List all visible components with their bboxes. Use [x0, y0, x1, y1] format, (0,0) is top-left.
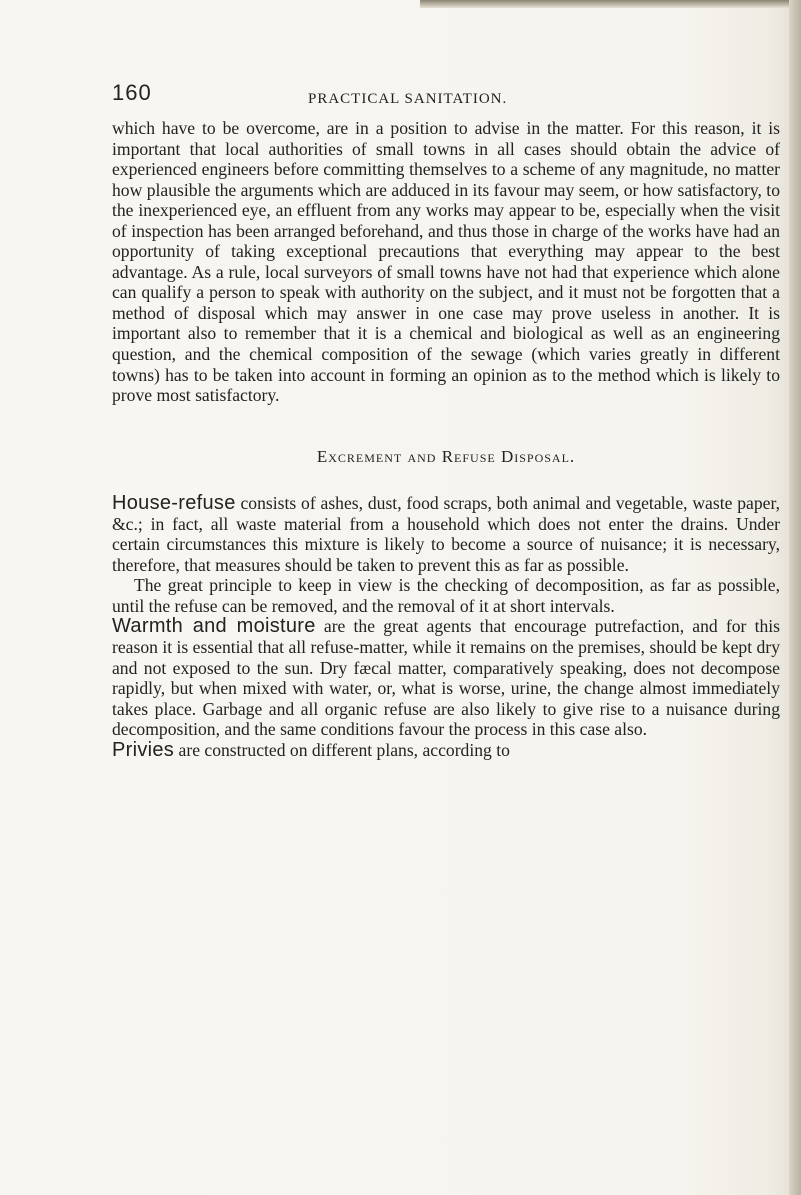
- paragraph-privies: [112, 740, 780, 761]
- keyword-warmth-moisture: Warmth and moisture: [112, 615, 316, 638]
- page-number: 160: [112, 80, 152, 105]
- paragraph-privies-text: are constructed on different plans, according to: [174, 739, 510, 760]
- paragraph-continued: which have to be overcome, are in a position to advise in the matter. For this reason, it is important that local authorities of small towns in all cases should obtain the advice of experienced engineers before committing themselves to a scheme of any magnitude, no matter how plausible the arguments which are adduced in its favour may seem, or how satisfactory, to the inexperienced eye, an effluent from any works may appear to be, especially when the visit of inspection has been arranged beforehand, and thus those in charge of the works have had an opportunity of taking exceptional precautions that everything may appear to the best advantage. As a rule, local surveyors of small towns have not had that experience which alone can qualify a person to speak with authority on the subject, and it must not be forgotten that a method of disposal which may answer in one case may prove useless in another. It is important also to remember that it is a chemical and biological as well as an engineering question, and the chemical composition of the sewage (which varies greatly in different towns) has to be taken into account in forming an opinion as to the method which is likely to prove most satisfactory.: [112, 118, 780, 406]
- page-right-edge: [789, 0, 801, 1195]
- body-text: [112, 118, 780, 760]
- running-head: PRACTICAL SANITATION.: [308, 91, 508, 107]
- paragraph-house-refuse-text: consists of ashes, dust, food scraps, both animal and vegetable, waste paper, &c.; in fact, all waste material from a household which does not enter the drains. Under certain circumstances this mixture is likely to become a source of nuisance; it is necessary, therefore, that measures should be taken to prevent this as far as possible.: [112, 493, 780, 575]
- paragraph-great-principle: The great principle to keep in view is the checking of decomposition, as far as possible, until the refuse can be removed, and the removal of it at short intervals.: [112, 575, 780, 616]
- paragraph-warmth-moisture: [112, 616, 780, 739]
- keyword-privies: Privies: [112, 738, 175, 761]
- paragraph-warmth-moisture-text: are the great agents that encourage putrefaction, and for this reason it is essential that all refuse-matter, while it remains on the premises, should be kept dry and not exposed to the sun. Dry fæcal matter, comparatively speaking, does not decompose rapidly, but when mixed with water, or, what is worse, urine, the change almost immediately takes place. Garbage and all organic refuse are also likely to give rise to a nuisance during decomposition, and the same conditions favour the process in this case also.: [112, 616, 780, 740]
- section-heading: Excrement and Refuse Disposal.: [316, 446, 576, 466]
- paragraph-house-refuse: [112, 493, 780, 575]
- keyword-house-refuse: House-refuse: [112, 492, 236, 515]
- page-top-edge: [420, 0, 801, 8]
